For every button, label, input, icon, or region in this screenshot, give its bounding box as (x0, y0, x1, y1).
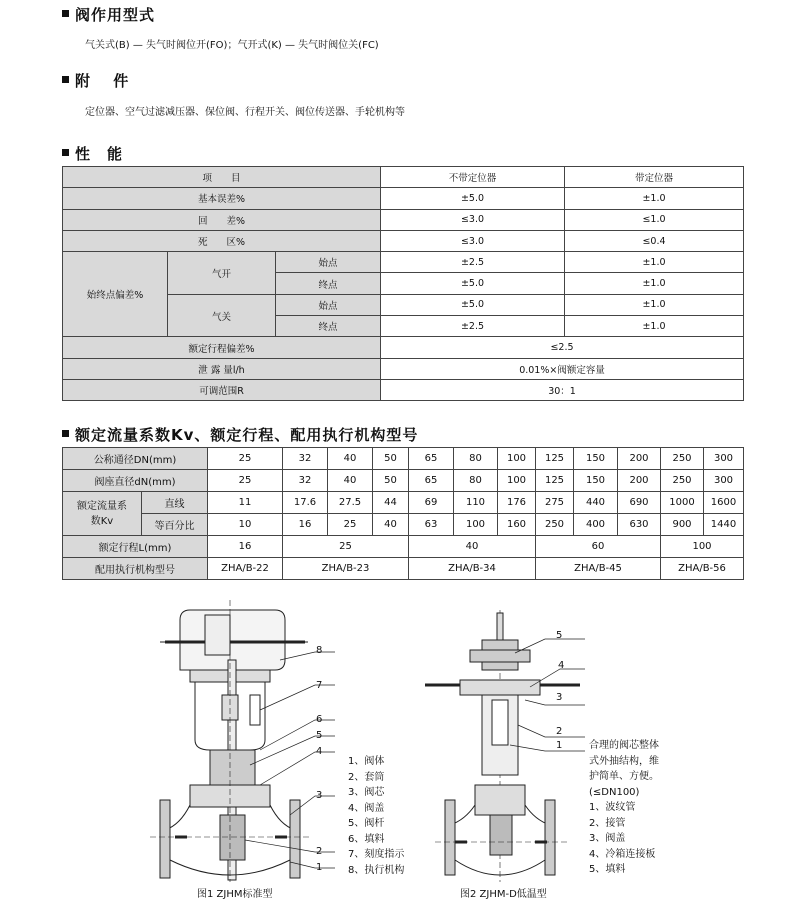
part-item: 2、套筒 (348, 771, 385, 783)
cell: 150 (574, 448, 618, 470)
cell: 160 (498, 514, 536, 536)
cell: ≤3.0 (381, 209, 565, 230)
fig1-parts-list (348, 754, 404, 878)
cell: 690 (618, 492, 661, 514)
cell: 100 (498, 470, 536, 492)
part-item: 1、波纹管 (589, 802, 636, 813)
cell: ZHA/B-23 (283, 558, 409, 580)
callout-number: 5 (556, 630, 563, 641)
cell: 50 (373, 448, 409, 470)
cell: 176 (498, 492, 536, 514)
cell: 17.6 (283, 492, 328, 514)
flow-table (62, 447, 744, 580)
section-title-action: 阀作用型式 (62, 4, 155, 25)
deviation-label: 始终点偏差% (63, 252, 168, 337)
cell: 250 (661, 470, 704, 492)
fig2-caption: 图2 ZJHM-D低温型 (460, 889, 547, 900)
cell: 1600 (704, 492, 744, 514)
callout-number: 1 (316, 862, 323, 873)
valve-standard-drawing (150, 600, 350, 882)
cell: 40 (373, 514, 409, 536)
fig2-description (589, 738, 659, 878)
callout-number: 8 (316, 645, 323, 656)
part-item: 7、刻度指示 (348, 849, 405, 860)
cell: 27.5 (328, 492, 373, 514)
row-label: 回 差% (63, 209, 381, 230)
end-label: 终点 (276, 316, 381, 337)
cell: 80 (454, 448, 498, 470)
callout-number: 4 (558, 660, 565, 671)
accessories-text: 定位器、空气过滤减压器、保位阀、行程开关、阀位传送器、手轮机构等 (85, 107, 405, 118)
row-label: 可调范围R (63, 379, 381, 400)
header-item: 项 目 (63, 167, 381, 188)
row-label: 泄 露 量l/h (63, 358, 381, 379)
part-item: 5、阀杆 (348, 818, 385, 829)
kv-label: 额定流量系数Kv (63, 492, 142, 536)
header-positioner: 带定位器 (565, 167, 744, 188)
cell: 69 (409, 492, 454, 514)
header-no-positioner: 不带定位器 (381, 167, 565, 188)
cell: 10 (208, 514, 283, 536)
cell: 63 (409, 514, 454, 536)
cell: 16 (283, 514, 328, 536)
desc-line: 式外抽结构，维 (589, 755, 659, 767)
part-item: 4、阀盖 (348, 802, 385, 814)
callout-number: 6 (316, 714, 323, 725)
cell: 32 (283, 470, 328, 492)
part-item: 2、接管 (589, 817, 626, 829)
end-label: 终点 (276, 273, 381, 294)
cell: ±5.0 (381, 188, 565, 209)
callout-number: 3 (556, 692, 563, 703)
part-item: 6、填料 (348, 833, 385, 845)
cell: 100 (454, 514, 498, 536)
cell: 125 (536, 448, 574, 470)
start-label: 始点 (276, 294, 381, 315)
cell: 44 (373, 492, 409, 514)
cell: 40 (328, 470, 373, 492)
row-label: 基本误差% (63, 188, 381, 209)
cell: 40 (328, 448, 373, 470)
cell: ±1.0 (565, 294, 744, 315)
eq-label: 等百分比 (142, 514, 208, 536)
performance-table (62, 166, 744, 401)
cell: 16 (208, 536, 283, 558)
part-item: 1、阀体 (348, 756, 385, 767)
section-title-accessories: 附 件 (62, 70, 129, 91)
fig1-caption: 图1 ZJHM标准型 (197, 889, 273, 900)
cell: ±2.5 (381, 252, 565, 273)
cell: 25 (208, 470, 283, 492)
cell: 300 (704, 448, 744, 470)
cell: 25 (328, 514, 373, 536)
cell: 100 (498, 448, 536, 470)
desc-line: (≤DN100) (589, 786, 640, 798)
cell: 30：1 (381, 379, 744, 400)
cell: 100 (661, 536, 744, 558)
part-item: 5、填料 (589, 864, 626, 875)
cell: 0.01%×阀额定容量 (381, 358, 744, 379)
callout-number: 2 (556, 726, 563, 737)
part-item: 3、阀芯 (348, 787, 385, 798)
cell: 275 (536, 492, 574, 514)
callout-number: 3 (316, 790, 323, 801)
cell: 400 (574, 514, 618, 536)
cell: 65 (409, 448, 454, 470)
cell: ±5.0 (381, 294, 565, 315)
callout-number: 2 (316, 846, 323, 857)
cell: 125 (536, 470, 574, 492)
cell: 65 (409, 470, 454, 492)
seat-label: 阀座直径dN(mm) (63, 470, 208, 492)
cell: ZHA/B-34 (409, 558, 536, 580)
cell: 250 (661, 448, 704, 470)
stroke-label: 额定行程L(mm) (63, 536, 208, 558)
cell: 200 (618, 470, 661, 492)
cell: ±1.0 (565, 273, 744, 294)
cell: 110 (454, 492, 498, 514)
cell: 630 (618, 514, 661, 536)
cell: 250 (536, 514, 574, 536)
part-item: 8、执行机构 (348, 864, 405, 876)
row-label: 死 区% (63, 230, 381, 251)
cell: ±2.5 (381, 316, 565, 337)
cell: 32 (283, 448, 328, 470)
cell: ≤0.4 (565, 230, 744, 251)
linear-label: 直线 (142, 492, 208, 514)
callout-number: 4 (316, 746, 323, 757)
row-label: 额定行程偏差% (63, 337, 381, 358)
cell: ≤3.0 (381, 230, 565, 251)
cell: 1440 (704, 514, 744, 536)
cell: ZHA/B-56 (661, 558, 744, 580)
section-title-performance: 性 能 (62, 143, 123, 164)
air-close-label: 气关 (168, 294, 276, 337)
desc-line: 合理的阀芯整体 (589, 740, 659, 751)
cell: 1000 (661, 492, 704, 514)
cell: 900 (661, 514, 704, 536)
cell: 300 (704, 470, 744, 492)
cell: ±1.0 (565, 252, 744, 273)
cell: ±1.0 (565, 188, 744, 209)
section-title-flow: 额定流量系数Kv、额定行程、配用执行机构型号 (62, 424, 418, 445)
cell: ZHA/B-22 (208, 558, 283, 580)
cell: 25 (283, 536, 409, 558)
cell: 11 (208, 492, 283, 514)
cell: 200 (618, 448, 661, 470)
dn-label: 公称通径DN(mm) (63, 448, 208, 470)
cell: 50 (373, 470, 409, 492)
cell: 60 (536, 536, 661, 558)
cell: ±5.0 (381, 273, 565, 294)
part-item: 4、冷箱连接板 (589, 848, 656, 860)
cell: 40 (409, 536, 536, 558)
start-label: 始点 (276, 252, 381, 273)
action-text: 气关式(B) — 失气时阀位开(FO)；气开式(K) — 失气时阀位关(FC) (85, 40, 379, 51)
cell: 80 (454, 470, 498, 492)
cell: 150 (574, 470, 618, 492)
cell: ZHA/B-45 (536, 558, 661, 580)
air-open-label: 气开 (168, 252, 276, 295)
callout-number: 1 (556, 740, 563, 751)
callout-number: 5 (316, 730, 323, 741)
cell: 25 (208, 448, 283, 470)
cell: ±1.0 (565, 316, 744, 337)
callout-number: 7 (316, 680, 323, 691)
actuator-label: 配用执行机构型号 (63, 558, 208, 580)
cell: 440 (574, 492, 618, 514)
part-item: 3、阀盖 (589, 833, 626, 844)
desc-line: 护简单、方便。 (589, 771, 659, 782)
cell: ≤2.5 (381, 337, 744, 358)
cell: ≤1.0 (565, 209, 744, 230)
